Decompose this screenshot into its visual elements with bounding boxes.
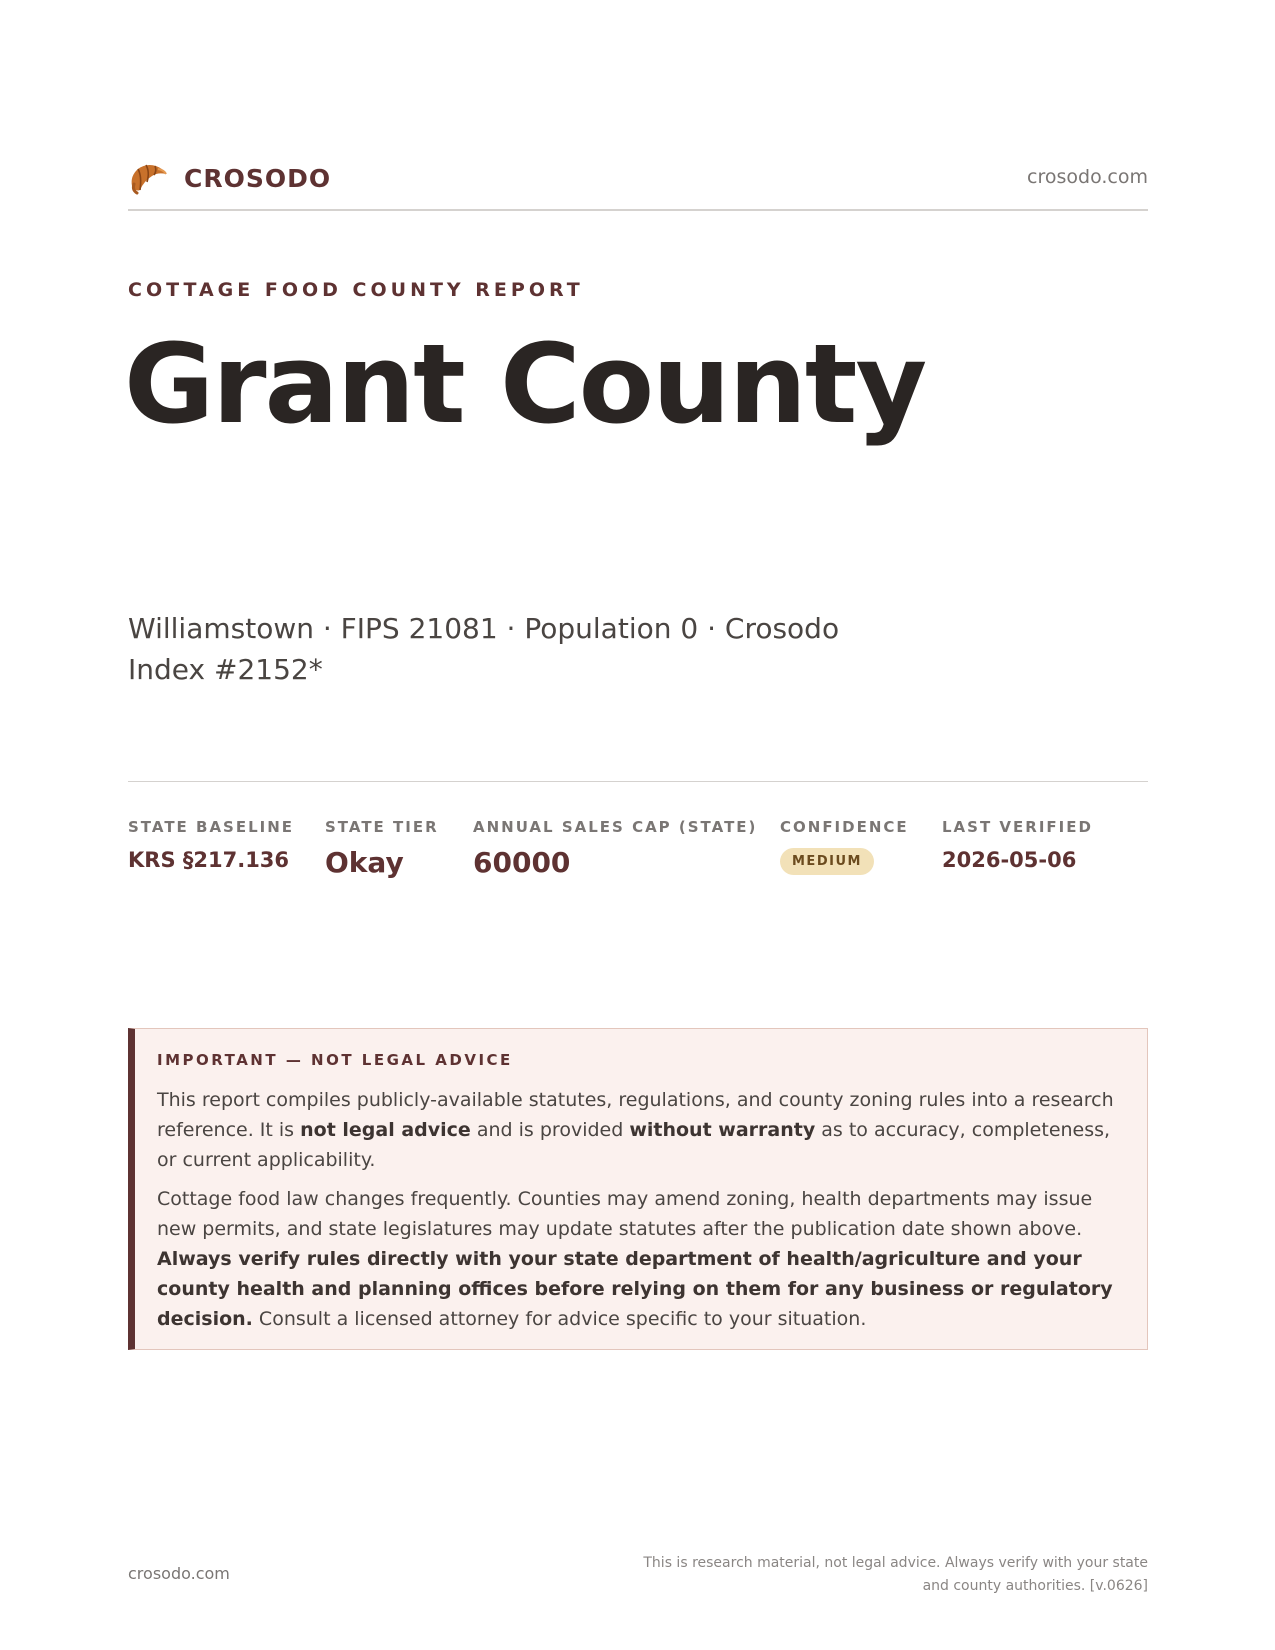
- report-kicker: COTTAGE FOOD COUNTY REPORT: [128, 279, 584, 301]
- stat-label: STATE TIER: [325, 818, 439, 836]
- stat-state-tier: [325, 818, 439, 879]
- stat-label: STATE BASELINE: [128, 818, 295, 836]
- stat-label: ANNUAL SALES CAP (STATE): [473, 818, 758, 836]
- notice-emphasis: not legal advice: [300, 1119, 471, 1141]
- notice-text: Cottage food law changes frequently. Counties may amend zoning, health departments may issue new permits, and state legislatures may update statutes after the publication date shown above.: [157, 1188, 1093, 1240]
- stat-value: 2026-05-06: [942, 848, 1077, 872]
- footer-disclaimer-line: This is research material, not legal advice. Always verify with your state: [643, 1555, 1148, 1571]
- section-divider: [128, 781, 1148, 782]
- brand-header: [128, 160, 1148, 200]
- notice-title: IMPORTANT — NOT LEGAL ADVICE: [157, 1051, 513, 1069]
- brand-name: CROSODO: [184, 163, 332, 193]
- stat-value: KRS §217.136: [128, 848, 290, 872]
- notice-text: as to accuracy, completeness, or current applicability.: [157, 1119, 1111, 1171]
- notice-paragraph: [157, 1085, 1123, 1175]
- brand-logo[interactable]: [128, 160, 331, 196]
- legal-notice: [128, 1028, 1148, 1350]
- report-page: [124, 0, 1148, 1650]
- notice-emphasis: Always verify rules directly with your state department of health/agriculture and your county health and planning offices before relying on them for any business or regulatory decision.: [157, 1248, 1113, 1330]
- page-title: Grant County: [124, 320, 926, 448]
- stat-value: Okay: [325, 846, 404, 879]
- stat-confidence: [780, 818, 909, 875]
- footer-disclaimer-line: and county authorities. [v.0626]: [922, 1578, 1148, 1594]
- notice-emphasis: without warranty: [629, 1119, 816, 1141]
- confidence-badge: MEDIUM: [780, 848, 874, 875]
- croissant-icon: [128, 160, 168, 196]
- report-subtitle: Williamstown · FIPS 21081 · Population 0 · Crosodo Index #2152*: [128, 612, 840, 686]
- site-url-link[interactable]: crosodo.com: [1027, 166, 1148, 188]
- stat-last-verified: [942, 818, 1093, 872]
- header-divider: [128, 209, 1148, 211]
- stat-label: CONFIDENCE: [780, 818, 909, 836]
- stat-value: 60000: [473, 846, 571, 879]
- notice-paragraph: [157, 1184, 1123, 1334]
- footer-disclaimer: [628, 1552, 1148, 1598]
- stat-annual-sales-cap: [473, 818, 757, 879]
- notice-text: Consult a licensed attorney for advice specific to your situation.: [252, 1308, 867, 1330]
- notice-text: This report compiles publicly-available statutes, regulations, and county zoning rules into a research reference. It is: [157, 1089, 1114, 1141]
- footer-site-url[interactable]: crosodo.com: [128, 1564, 230, 1583]
- stats-row: [128, 818, 1148, 898]
- stat-label: LAST VERIFIED: [942, 818, 1093, 836]
- notice-text: and is provided: [470, 1119, 630, 1141]
- stat-state-baseline: [128, 818, 294, 872]
